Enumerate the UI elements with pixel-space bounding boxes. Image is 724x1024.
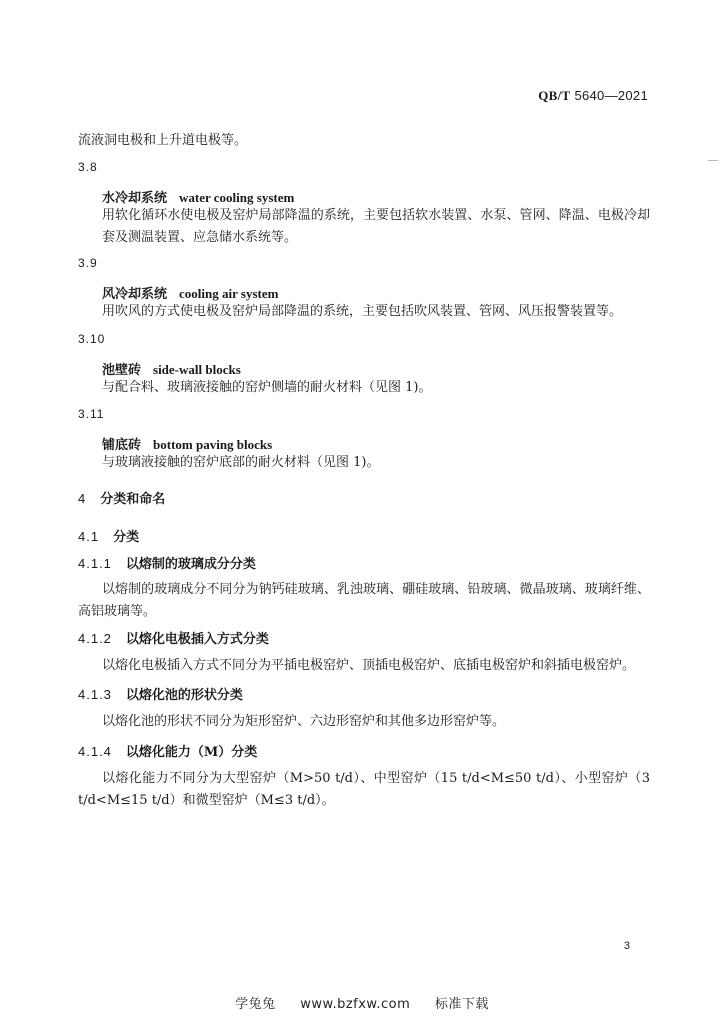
footer-watermark [0, 993, 724, 1012]
subsection-heading: 4.1.4 以熔化能力（M）分类 [78, 744, 258, 760]
footer-tagline: 标准下载 [434, 997, 489, 1012]
footer-url[interactable]: www.bzfxw.com [300, 997, 411, 1012]
page-number: 3 [623, 940, 630, 952]
clause-number: 3.8 [78, 160, 98, 174]
scan-edge-mark [708, 160, 718, 161]
footer-site-name: 学兔兔 [235, 997, 276, 1012]
subsection-heading: 4.1.1 以熔制的玻璃成分分类 [78, 556, 256, 572]
term-definition: 与玻璃液接触的窑炉底部的耐火材料（见图 1)。 [102, 455, 380, 470]
body-paragraph: 以熔化电极插入方式不同分为平插电极窑炉、顶插电极窑炉、底插电极窑炉和斜插电极窑炉。 [102, 658, 636, 673]
document-code: QB/T 5640—2021 [538, 88, 648, 103]
term-entry: 风冷却系统 cooling air system [102, 286, 279, 302]
body-paragraph: 以熔制的玻璃成分不同分为钠钙硅玻璃、乳浊玻璃、硼硅玻璃、铅玻璃、微晶玻璃、玻璃纤维、高铝玻璃等。 [78, 582, 650, 619]
section-heading: 4 分类和命名 [78, 491, 166, 507]
continuation-line: 流液洞电极和上升道电极等。 [78, 133, 248, 148]
term-entry: 池壁砖 side-wall blocks [102, 362, 241, 378]
term-definition: 与配合料、玻璃液接触的窑炉侧墙的耐火材料（见图 1)。 [102, 380, 432, 395]
term-entry: 水冷却系统 water cooling system [102, 190, 295, 206]
clause-number: 3.9 [78, 256, 98, 270]
clause-number: 3.11 [78, 407, 105, 421]
term-entry: 铺底砖 bottom paving blocks [102, 437, 273, 453]
subsection-heading: 4.1.2 以熔化电极插入方式分类 [78, 631, 269, 647]
term-definition: 用吹风的方式使电极及窑炉局部降温的系统，主要包括吹风装置、管网、风压报警装置等。 [102, 304, 623, 319]
clause-number: 3.10 [78, 332, 106, 346]
body-paragraph: 以熔化池的形状不同分为矩形窑炉、六边形窑炉和其他多边形窑炉等。 [102, 714, 506, 729]
subsection-heading: 4.1.3 以熔化池的形状分类 [78, 687, 243, 703]
subsection-heading: 4.1 分类 [78, 529, 140, 545]
term-definition: 用软化循环水使电极及窑炉局部降温的系统，主要包括软水装置、水泵、管网、降温、电极冷却套及测温装置、应急储水系统等。 [102, 208, 650, 245]
body-paragraph: 以熔化能力不同分为大型窑炉（M>50 t/d）、中型窑炉（15 t/d<M≤50 t/d）、小型窑炉（3 t/d<M≤15 t/d）和微型窑炉（M≤3 t/d）。 [78, 771, 650, 808]
